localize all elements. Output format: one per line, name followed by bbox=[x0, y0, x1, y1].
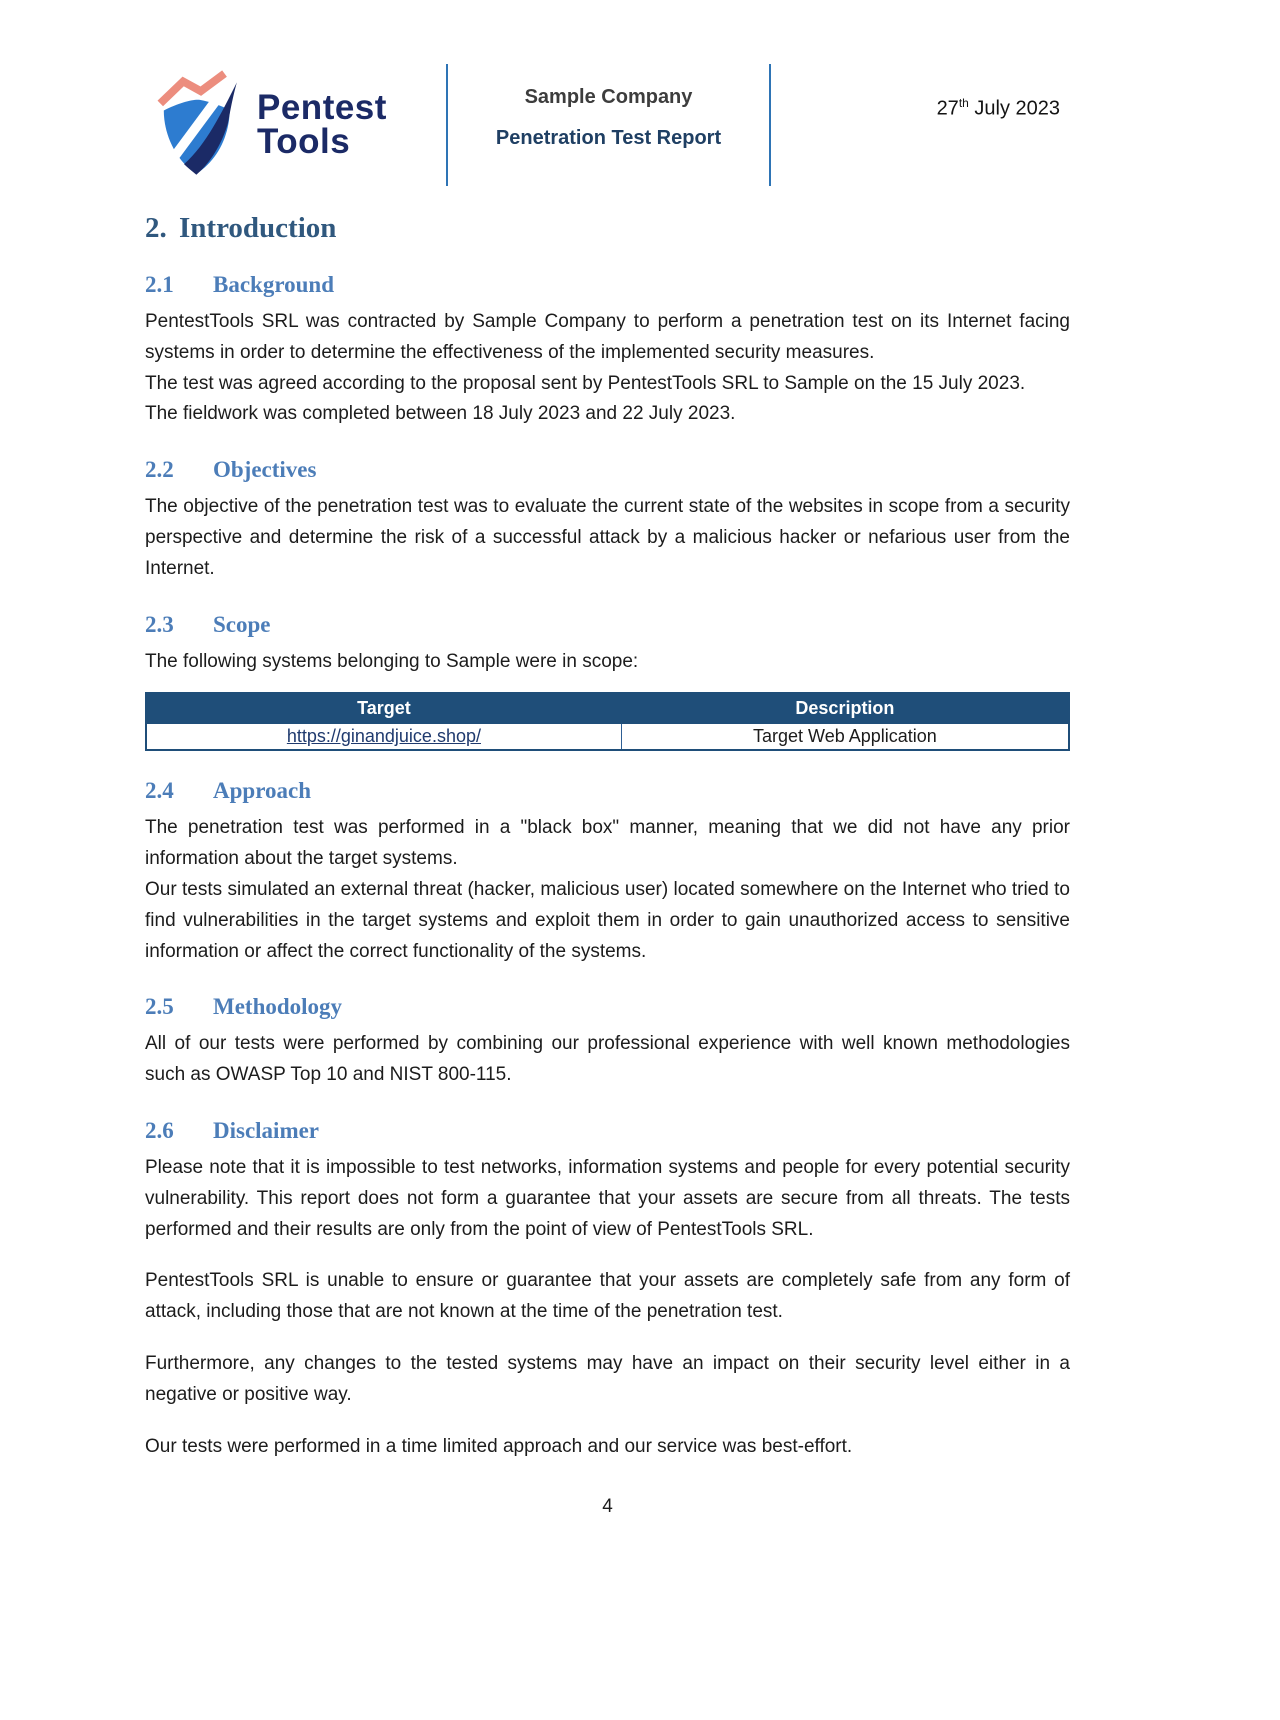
heading-title: Objectives bbox=[213, 457, 317, 483]
heading-title: Disclaimer bbox=[213, 1117, 320, 1143]
report-title: Penetration Test Report bbox=[495, 127, 722, 149]
scope-intro-text: The following systems belonging to Sample were in scope: bbox=[145, 650, 639, 672]
page-content bbox=[145, 212, 1070, 1518]
scope-table-header-row bbox=[146, 693, 1069, 724]
heading-number: 2.4 bbox=[145, 778, 174, 804]
approach-paragraph-2: Our tests simulated an external threat (hacker, malicious user) located somewhere on the Internet who tried to find vulnerabilities in the target systems and exploit them in order to gain unauthorized access to sensitive information or affect the correct functionality of the systems. bbox=[145, 878, 1070, 962]
report-date bbox=[771, 64, 1280, 186]
scope-description-cell: Target Web Application bbox=[621, 724, 1069, 751]
heading-title: Introduction bbox=[179, 212, 337, 244]
heading-number: 2.5 bbox=[145, 994, 174, 1020]
section-heading-background bbox=[145, 272, 1070, 298]
section-heading-disclaimer bbox=[145, 1118, 1070, 1144]
date-day: 27 bbox=[936, 97, 959, 120]
heading-title: Approach bbox=[213, 778, 311, 804]
objectives-paragraph-1: The objective of the penetration test was to evaluate the current state of the websites in scope from a security perspective and determine the risk of a successful attack by a malicious hacker or nefarious user from the Internet. bbox=[145, 496, 1070, 579]
heading-title: Background bbox=[213, 272, 335, 297]
company-name: Sample Company bbox=[524, 86, 693, 108]
disclaimer-paragraph-3: Furthermore, any changes to the tested systems may have an impact on their security level either in a negative or positive way. bbox=[145, 1352, 1070, 1405]
heading-number: 2.3 bbox=[145, 611, 174, 637]
section-heading-introduction bbox=[145, 212, 1070, 245]
section-heading-objectives bbox=[145, 457, 1070, 483]
section-heading-scope bbox=[145, 612, 1070, 638]
heading-number: 2. bbox=[145, 212, 167, 244]
header-title-block bbox=[446, 64, 771, 186]
heading-title: Methodology bbox=[213, 994, 343, 1020]
background-paragraph-2: The test was agreed according to the proposal sent by PentestTools SRL to Sample on the 15 July 2023. bbox=[145, 372, 1026, 394]
scope-table-header-description: Description bbox=[621, 693, 1069, 724]
disclaimer-paragraph-2: PentestTools SRL is unable to ensure or guarantee that your assets are completely safe from any form of attack, including those that are not known at the time of the penetration test. bbox=[145, 1270, 1070, 1323]
scope-target-cell bbox=[146, 724, 621, 751]
page-number: 4 bbox=[602, 1496, 613, 1518]
date-ordinal: th bbox=[958, 96, 969, 110]
page-header bbox=[0, 64, 1280, 186]
approach-paragraph-1: The penetration test was performed in a "black box" manner, meaning that we did not have any prior information about the target systems. bbox=[145, 817, 1070, 870]
scope-target-link[interactable]: https://ginandjuice.shop/ bbox=[286, 726, 481, 747]
methodology-paragraph-1: All of our tests were performed by combining our professional experience with well known methodologies such as OWASP Top 10 and NIST 800-115. bbox=[145, 1033, 1070, 1086]
logo-word-1: Pentest bbox=[257, 87, 387, 127]
heading-title: Scope bbox=[213, 611, 271, 637]
scope-table-header-target: Target bbox=[146, 693, 621, 724]
logo-wordmark bbox=[257, 87, 387, 161]
heading-number: 2.2 bbox=[145, 457, 174, 483]
scope-table-row bbox=[146, 724, 1069, 751]
heading-number: 2.6 bbox=[145, 1117, 174, 1143]
date-rest: July 2023 bbox=[968, 97, 1060, 120]
disclaimer-paragraph-1: Please note that it is impossible to test networks, information systems and people for every potential security vulnerability. This report does not form a guarantee that your assets are secure from all threats. The tests performed and their results are only from the point of view of PentestTools SRL. bbox=[145, 1156, 1070, 1240]
disclaimer-paragraph-4: Our tests were performed in a time limited approach and our service was best-effort. bbox=[145, 1435, 853, 1457]
shield-icon bbox=[155, 69, 243, 181]
logo-word-2: Tools bbox=[257, 122, 351, 161]
heading-number: 2.1 bbox=[145, 272, 174, 297]
pentesttools-logo bbox=[120, 64, 446, 186]
scope-table bbox=[145, 692, 1070, 751]
background-paragraph-3: The fieldwork was completed between 18 July 2023 and 22 July 2023. bbox=[145, 403, 736, 425]
background-paragraph-1: PentestTools SRL was contracted by Sample Company to perform a penetration test on its Internet facing systems in order to determine the effectiveness of the implemented security measures. bbox=[145, 311, 1070, 363]
section-heading-methodology bbox=[145, 994, 1070, 1020]
section-heading-approach bbox=[145, 778, 1070, 804]
